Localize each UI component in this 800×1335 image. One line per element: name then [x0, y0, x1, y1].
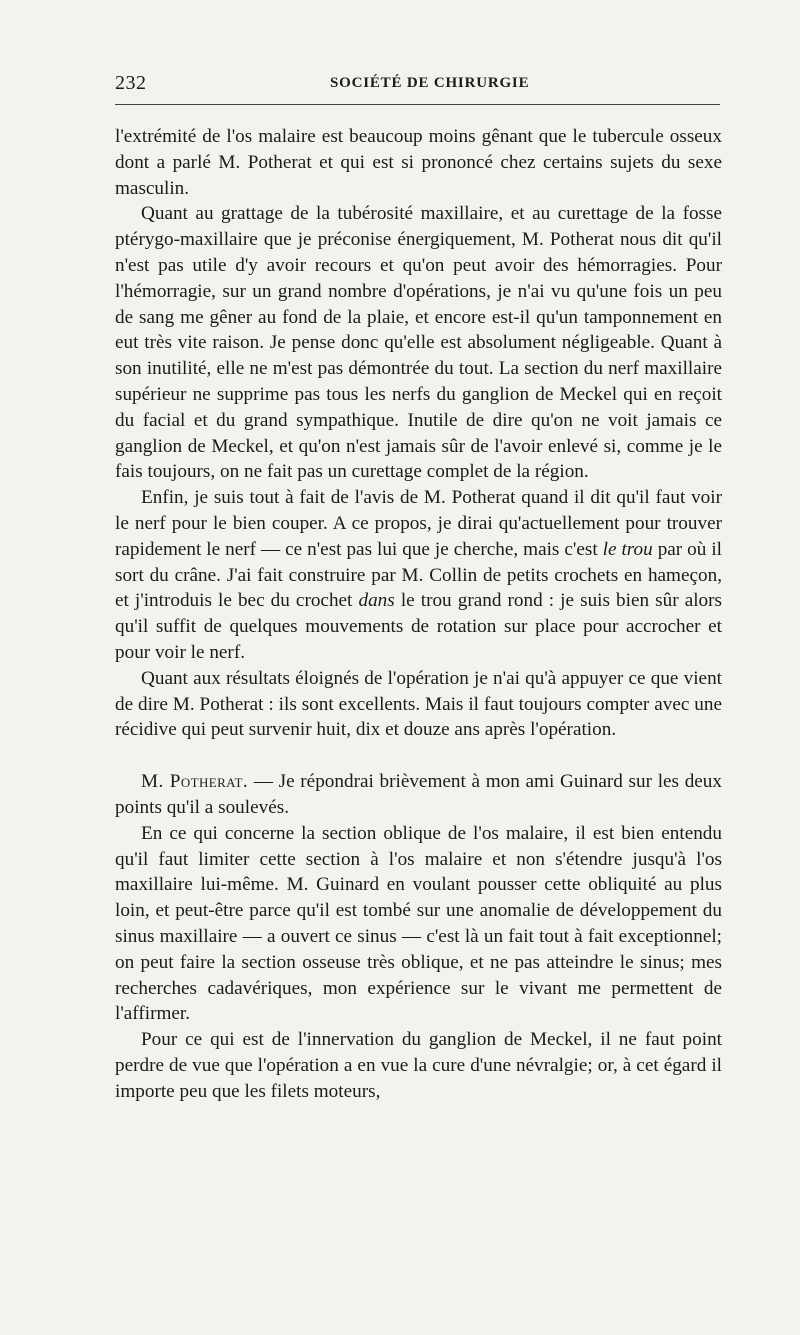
running-title: SOCIÉTÉ DE CHIRURGIE [330, 75, 530, 91]
paragraph-6: En ce qui concerne la section oblique de l'os malaire, il est bien entendu qu'il faut limiter cette section à l'os malaire et non s'étendre jusqu'à l'os maxillaire lui-même. M. Guinard en voulant pousser cette obliquité au plus loin, et peut-être parce qu'il est tombé sur une anomalie de développement du sinus maxillaire — a ouvert ce sinus — c'est là un fait tout à fait exceptionnel; on peut faire la section osseuse très oblique, et ne pas atteindre le sinus; mes recherches cadavériques, mon expérience sur le vivant me permettent de l'affirmer. [115, 822, 722, 1025]
paragraph-1: l'extrémité de l'os malaire est beaucoup moins gênant que le tubercule osseux dont a parlé M. Potherat et qui est si prononcé chez certains sujets du sexe masculin. [115, 126, 722, 199]
paragraph-5 [115, 769, 722, 821]
paragraph-3-italic-dans: dans [358, 590, 395, 612]
paragraph-3-text-2: par où il sort du crâne. J'ai fait construire par M. Collin de petits crochets en hameçon, et j'introduis le bec du crochet [115, 538, 722, 612]
speaker-text: — Je répondrai brièvement à mon ami Guinard sur les deux points qu'il a soulevés. [115, 771, 722, 818]
paragraph-7: Pour ce qui est de l'innervation du ganglion de Meckel, il ne faut point perdre de vue que l'opération a en vue la cure d'une névralgie; or, à cet égard il importe peu que les filets moteurs, [115, 1029, 722, 1102]
speaker-name: M. Potherat. [141, 771, 249, 793]
paragraph-2: Quant au grattage de la tubérosité maxillaire, et au curettage de la fosse ptérygo-maxillaire que je préconise énergiquement, M. Potherat nous dit qu'il n'est pas utile d'y avoir recours et qu'on peut avoir des hémorragies. Pour l'hémorragie, sur un grand nombre d'opérations, je n'ai vu qu'une fois un peu de sang me gêner au fond de la plaie, et encore est-il qu'un tamponnement en eut très vite raison. Je pense donc qu'elle est absolument négligeable. Quant à son inutilité, elle ne m'est pas démontrée du tout. La section du nerf maxillaire supérieur ne supprime pas tous les nerfs du ganglion de Meckel qui en reçoit du facial et du grand sympathique. Inutile de dire qu'on ne voit jamais ce ganglion de Meckel, et qu'on n'est jamais sûr de l'avoir enlevé si, comme je le fais toujours, on ne fait pas un curettage complet de la région. [115, 203, 722, 483]
paragraph-3-italic-trou: le trou [602, 538, 653, 560]
header-rule [115, 104, 720, 105]
paragraph-3-text-3: le trou grand rond : je suis bien sûr alors qu'il suffit de quelques mouvements de rotation sur place pour accrocher et pour voir le nerf. [115, 590, 722, 663]
main-text [115, 124, 722, 1104]
paragraph-4: Quant aux résultats éloignés de l'opération je n'ai qu'à appuyer ce que vient de dire M. Potherat : ils sont excellents. Mais il faut toujours compter avec une récidive qui peut survenir huit, dix et douze ans après l'opération. [115, 667, 722, 741]
page-number: 232 [115, 72, 147, 94]
paragraph-3 [115, 485, 722, 666]
paragraph-3-text-1: Enfin, je suis tout à fait de l'avis de M. Potherat quand il dit qu'il faut voir le nerf pour le bien couper. A ce propos, je dirai qu'actuellement pour trouver rapidement le nerf — ce n'est pas lui que je cherche, mais c'est [115, 487, 722, 560]
